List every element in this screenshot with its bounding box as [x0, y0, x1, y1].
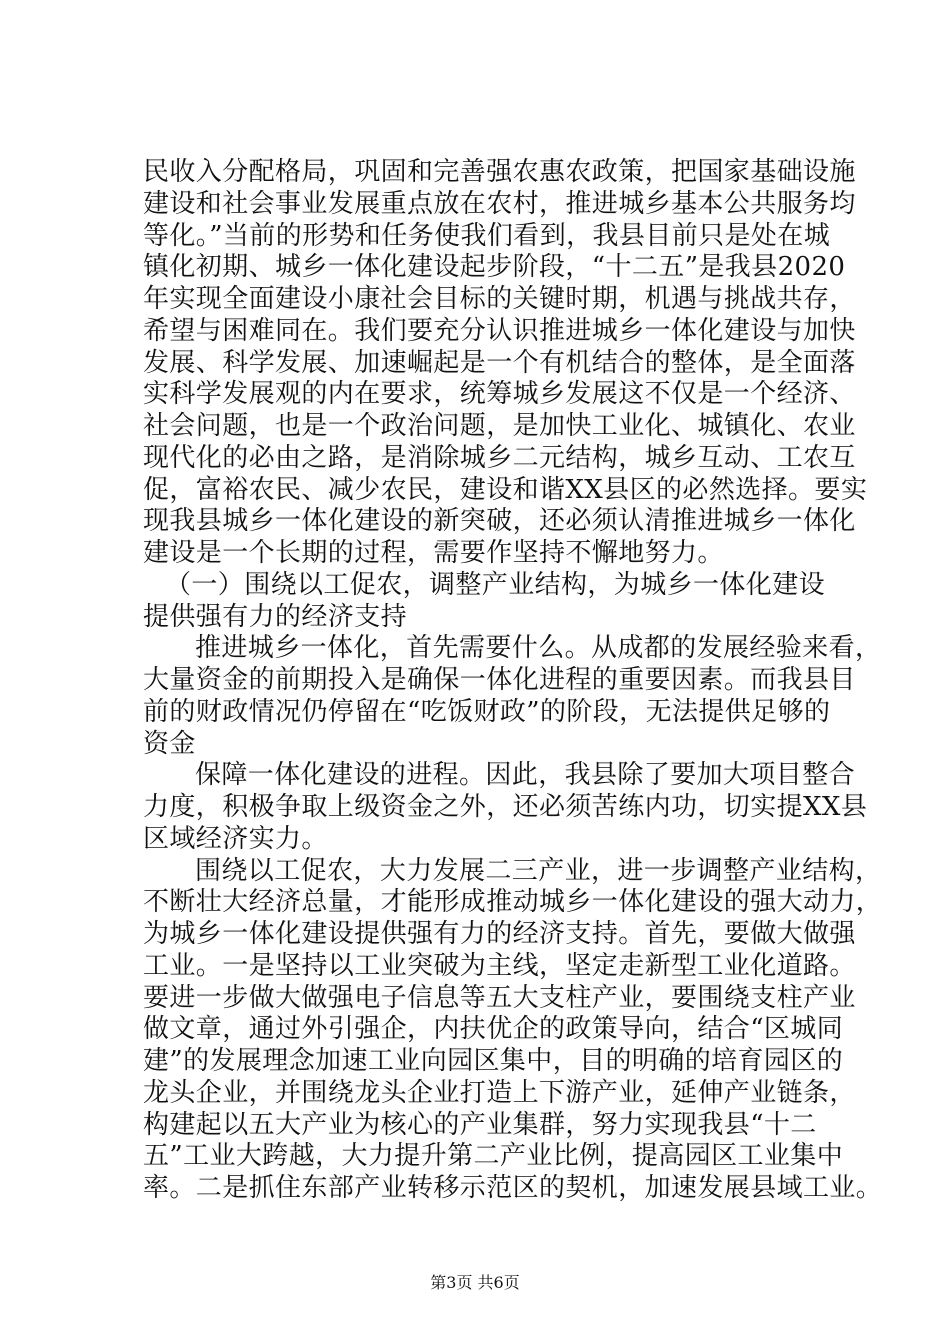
text-line: 社会问题，也是一个政治问题，是加快工业化、城镇化、农业: [143, 411, 856, 442]
text-line: 建设是一个长期的过程，需要作坚持不懈地努力。: [143, 538, 724, 569]
text-line: 保障一体化建设的进程。因此，我县除了要加大项目整合: [195, 760, 856, 791]
text-line: 民收入分配格局，巩固和完善强农惠农政策，把国家基础设施: [143, 157, 856, 187]
text-line: 率。二是抓住东部产业转移示范区的契机，加速发展县域工业。: [143, 1173, 883, 1204]
text-line: 等化。”当前的形势和任务使我们看到，我县目前只是处在城: [143, 220, 831, 251]
text-line: 前的财政情况仍停留在“吃饭财政”的阶段，无法提供足够的: [143, 696, 831, 727]
text-line: 龙头企业，并围绕龙头企业打造上下游产业，延伸产业链条，: [143, 1077, 856, 1108]
text-line: 资金: [143, 728, 196, 759]
text-line: 现我县城乡一体化建设的新突破，还必须认清推进城乡一体化: [143, 506, 856, 537]
text-line: 建”的发展理念加速工业向园区集中，目的明确的培育园区的: [143, 1046, 844, 1077]
page-number-footer: 第3页 共6页: [430, 1273, 520, 1292]
text-line: 发展、科学发展、加速崛起是一个有机结合的整体，是全面落: [143, 347, 856, 378]
text-line: 促，富裕农民、减少农民，建设和谐XX县区的必然选择。要实: [143, 474, 868, 505]
text-line: 做文章，通过外引强企，内扶优企的政策导向，结合“区城同: [143, 1014, 844, 1045]
text-line: 工业。一是坚持以工业突破为主线，坚定走新型工业化道路。: [143, 950, 856, 981]
text-line: 年实现全面建设小康社会目标的关键时期，机遇与挑战共存，: [143, 284, 856, 315]
text-line: 镇化初期、城乡一体化建设起步阶段，“十二五”是我县2020: [143, 252, 846, 283]
text-line: 力度，积极争取上级资金之外，还必须苦练内功，切实提XX县: [143, 792, 868, 823]
section-heading-continued: 提供强有力的经济支持: [143, 601, 408, 632]
text-line: 五”工业大跨越，大力提升第二产业比例，提高园区工业集中: [143, 1141, 844, 1172]
section-heading: （一）围绕以工促农，调整产业结构，为城乡一体化建设: [165, 569, 826, 600]
text-line: 建设和社会事业发展重点放在农村，推进城乡基本公共服务均: [143, 188, 856, 219]
text-line: 现代化的必由之路，是消除城乡二元结构，城乡互动、工农互: [143, 442, 856, 473]
text-line: 为城乡一体化建设提供强有力的经济支持。首先，要做大做强: [143, 919, 856, 950]
text-line: 大量资金的前期投入是确保一体化进程的重要因素。而我县目: [143, 665, 856, 696]
text-line: 围绕以工促农，大力发展二三产业，进一步调整产业结构，: [195, 855, 882, 886]
text-line: 希望与困难同在。我们要充分认识推进城乡一体化建设与加快: [143, 315, 856, 346]
text-line: 推进城乡一体化，首先需要什么。从成都的发展经验来看，: [195, 633, 882, 664]
text-line: 区域经济实力。: [143, 823, 328, 854]
text-line: 要进一步做大做强电子信息等五大支柱产业，要围绕支柱产业: [143, 982, 856, 1013]
text-line: 实科学发展观的内在要求，统筹城乡发展这不仅是一个经济、: [143, 379, 856, 410]
text-line: 不断壮大经济总量，才能形成推动城乡一体化建设的强大动力，: [143, 887, 883, 918]
text-line: 构建起以五大产业为核心的产业集群，努力实现我县“十二: [143, 1109, 817, 1140]
